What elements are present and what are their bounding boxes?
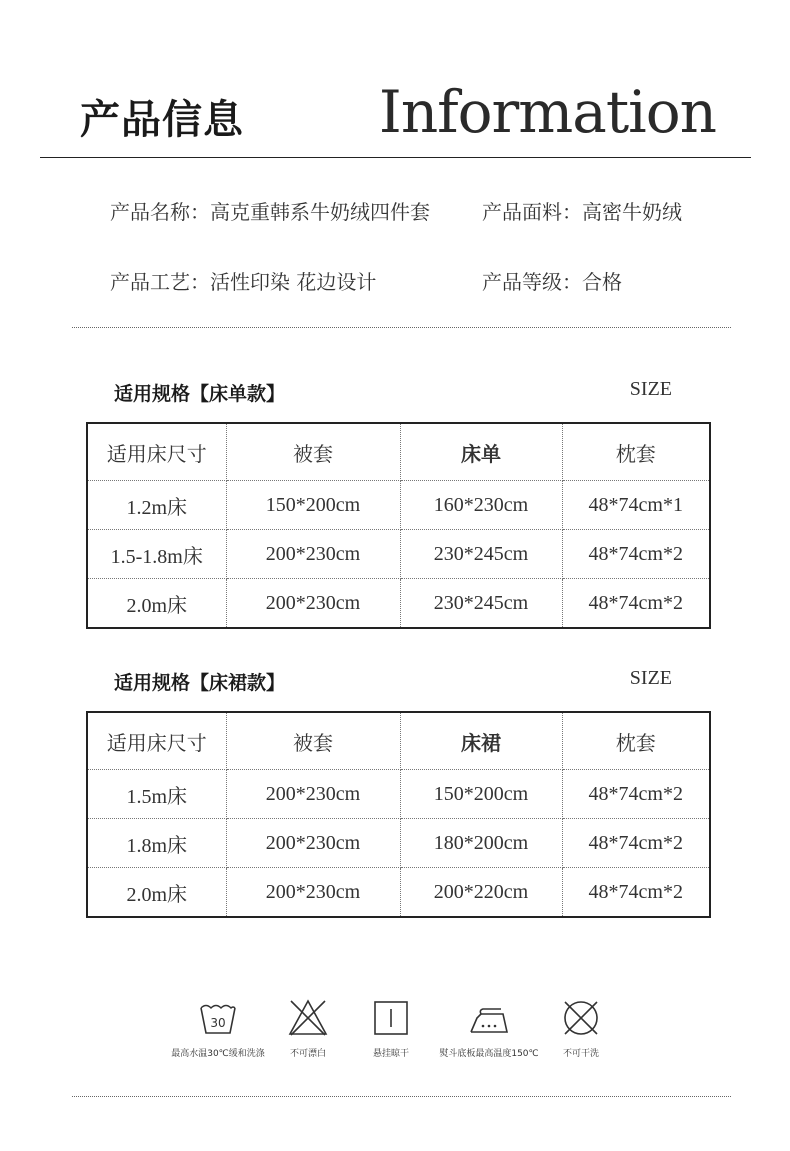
table-cell: 48*74cm*2 <box>562 530 710 579</box>
table-cell: 200*230cm <box>226 579 400 629</box>
table-cell: 150*200cm <box>400 770 562 819</box>
care-label: 不可漂白 <box>289 1049 326 1059</box>
sheet-size-label: SIZE <box>629 378 672 400</box>
table-cell: 200*230cm <box>226 770 400 819</box>
care-item-dry <box>361 998 421 1059</box>
skirt-section-title: 适用规格【床裙款】 <box>114 672 286 694</box>
table-cell: 48*74cm*2 <box>562 579 710 629</box>
table-cell: 200*230cm <box>226 530 400 579</box>
table-cell: 48*74cm*1 <box>562 481 710 530</box>
footer-divider <box>72 1096 731 1097</box>
no-bleach-icon <box>288 998 328 1038</box>
skirt-size-label: SIZE <box>629 667 672 689</box>
table-row <box>87 770 710 819</box>
table-header-row <box>87 712 710 770</box>
table-cell: 48*74cm*2 <box>562 770 710 819</box>
sheet-spec-table <box>86 422 711 629</box>
table-row <box>87 579 710 629</box>
header-divider <box>40 157 751 158</box>
table-cell: 200*230cm <box>226 868 400 918</box>
no-dry-clean-icon <box>561 998 601 1038</box>
info-product-craft: 产品工艺：活性印染 花边设计 <box>110 270 377 294</box>
table-cell: 48*74cm*2 <box>562 868 710 918</box>
table-cell: 230*245cm <box>400 579 562 629</box>
table-row <box>87 819 710 868</box>
table-cell: 160*230cm <box>400 481 562 530</box>
table-cell: 230*245cm <box>400 530 562 579</box>
care-label: 熨斗底板最高温度150℃ <box>439 1049 539 1059</box>
table-cell: 1.2m床 <box>87 481 226 530</box>
table-cell: 1.8m床 <box>87 819 226 868</box>
header-cell-bed-size: 适用床尺寸 <box>87 423 226 481</box>
care-item-dry-clean <box>551 998 611 1059</box>
care-label: 最高水温30℃缓和洗涤 <box>171 1049 265 1059</box>
care-label: 不可干洗 <box>562 1049 599 1059</box>
header-cell-duvet: 被套 <box>226 423 400 481</box>
page-title: 产品信息 <box>80 97 244 143</box>
table-cell: 2.0m床 <box>87 579 226 629</box>
table-cell: 48*74cm*2 <box>562 819 710 868</box>
info-product-fabric: 产品面料：高密牛奶绒 <box>482 200 682 224</box>
header-cell-bed-skirt: 床裙 <box>400 712 562 770</box>
table-cell: 1.5m床 <box>87 770 226 819</box>
info-product-name: 产品名称：高克重韩系牛奶绒四件套 <box>110 200 430 224</box>
skirt-spec-table <box>86 711 711 918</box>
care-item-bleach <box>278 998 338 1059</box>
care-item-iron <box>434 998 544 1059</box>
header-cell-duvet: 被套 <box>226 712 400 770</box>
table-row <box>87 481 710 530</box>
table-cell: 200*220cm <box>400 868 562 918</box>
header-cell-pillowcase: 枕套 <box>562 712 710 770</box>
wash-30-icon <box>198 998 238 1038</box>
info-product-grade: 产品等级：合格 <box>482 270 622 294</box>
table-cell: 1.5-1.8m床 <box>87 530 226 579</box>
iron-icon <box>467 998 511 1038</box>
sheet-section-title: 适用规格【床单款】 <box>114 383 286 405</box>
header-cell-sheet: 床单 <box>400 423 562 481</box>
table-cell: 150*200cm <box>226 481 400 530</box>
table-header-row <box>87 423 710 481</box>
table-cell: 180*200cm <box>400 819 562 868</box>
table-cell: 200*230cm <box>226 819 400 868</box>
page-title-english: Information <box>378 78 716 146</box>
table-row <box>87 530 710 579</box>
hang-dry-icon <box>371 998 411 1038</box>
care-item-wash <box>166 998 270 1059</box>
header-cell-pillowcase: 枕套 <box>562 423 710 481</box>
header-cell-bed-size: 适用床尺寸 <box>87 712 226 770</box>
wash-temperature: 30 <box>210 1016 226 1030</box>
section-divider <box>72 327 731 328</box>
table-cell: 2.0m床 <box>87 868 226 918</box>
table-row <box>87 868 710 918</box>
care-label: 悬挂晾干 <box>372 1049 409 1059</box>
